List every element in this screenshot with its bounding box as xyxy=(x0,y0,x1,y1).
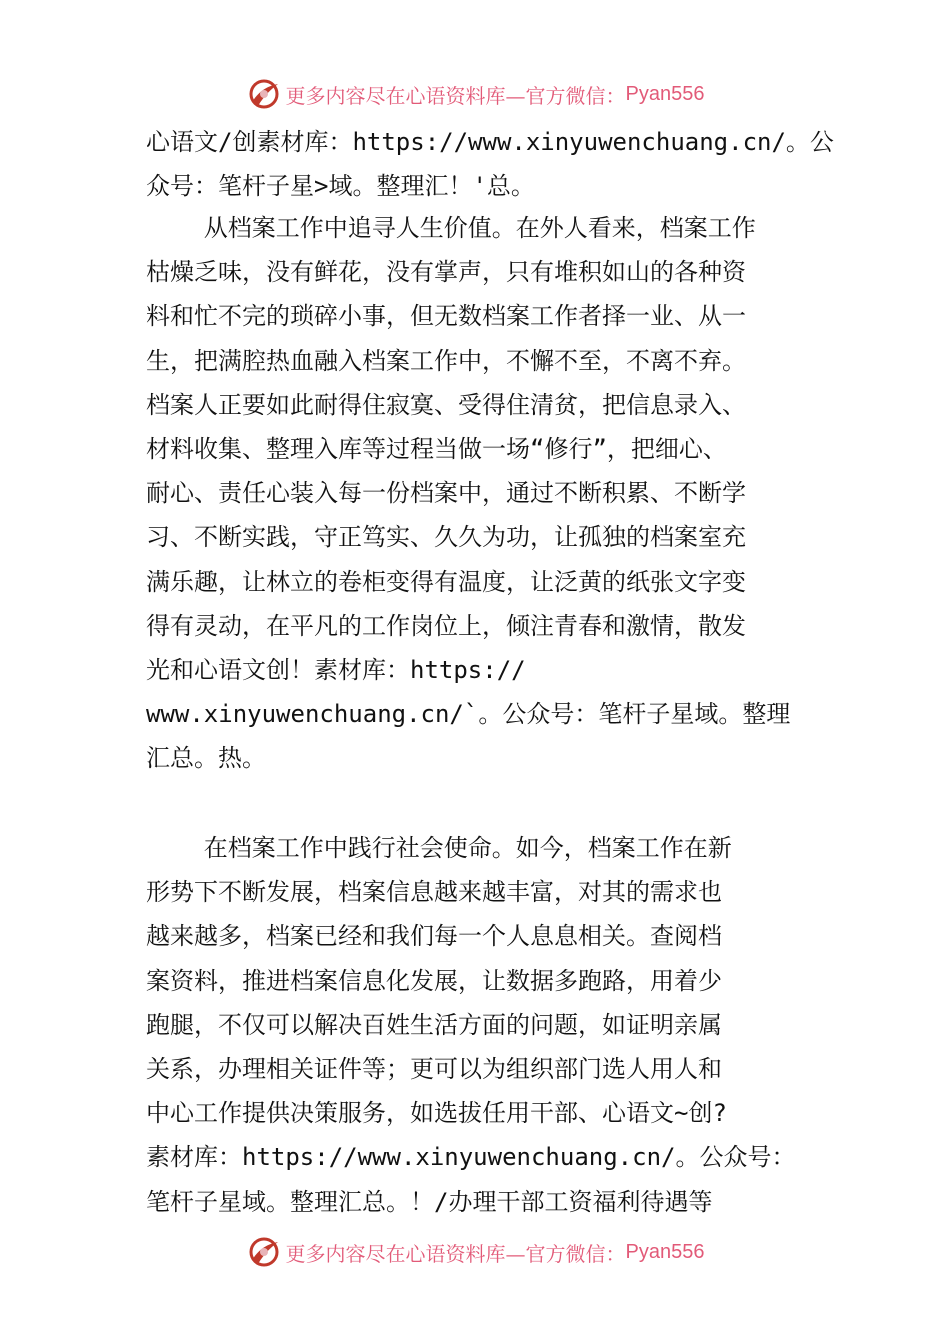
text-line: 素材库：https://www.xinyuwenchuang.cn/。公众号： xyxy=(146,1143,796,1172)
text-line: 满乐趣，让林立的卷柜变得有温度，让泛黄的纸张文字变 xyxy=(146,567,746,596)
text-line: 料和忙不完的琐碎小事，但无数档案工作者择一业、从一 xyxy=(146,302,746,331)
text-line: 越来越多，档案已经和我们每一个人息息相关。查阅档 xyxy=(146,922,722,951)
text-line: 光和心语文创！素材库：https:// xyxy=(146,656,526,685)
text-line: 众号：笔杆子星>域。整理汇！'总。 xyxy=(146,172,535,201)
brand-logo-icon xyxy=(246,1234,282,1270)
banner-wechat-id: Pyan556 xyxy=(625,82,705,105)
text-line: 得有灵动，在平凡的工作岗位上，倾注青春和激情，散发 xyxy=(146,611,746,640)
text-line: 在档案工作中践行社会使命。如今，档案工作在新 xyxy=(146,834,732,862)
footer-banner xyxy=(0,1230,950,1274)
banner-text: 更多内容尽在心语资料库—官方微信： xyxy=(285,83,626,108)
header-banner xyxy=(0,72,950,116)
text-line: 笔杆子星域。整理汇总。！/办理干部工资福利待遇等 xyxy=(146,1187,713,1216)
text-line: 耐心、责任心装入每一份档案中，通过不断积累、不断学 xyxy=(146,479,746,508)
text-line: 汇总。热。 xyxy=(146,744,266,773)
text-line: 关系，办理相关证件等；更可以为组织部门选人用人和 xyxy=(146,1055,722,1084)
brand-logo-icon xyxy=(246,76,282,112)
text-line: 材料收集、整理入库等过程当做一场“修行”，把细心、 xyxy=(146,435,727,464)
text-line: 跑腿，不仅可以解决百姓生活方面的问题，如证明亲属 xyxy=(146,1010,722,1039)
text-line: 心语文/创素材库：https://www.xinyuwenchuang.cn/。公 xyxy=(146,128,834,156)
text-line: 从档案工作中追寻人生价值。在外人看来，档案工作 xyxy=(146,214,756,242)
text-line: 习、不断实践，守正笃实、久久为功，让孤独的档案室充 xyxy=(146,523,746,552)
paragraph-1 xyxy=(146,206,836,781)
banner-text: 更多内容尽在心语资料库—官方微信： xyxy=(285,1241,626,1266)
banner-wechat-id: Pyan556 xyxy=(625,1240,705,1263)
text-line: 枯燥乏味，没有鲜花，没有掌声，只有堆积如山的各种资 xyxy=(146,258,746,287)
text-line: 档案人正要如此耐得住寂寞、受得住清贫，把信息录入、 xyxy=(146,390,746,419)
text-line: 中心工作提供决策服务，如选拔任用干部、心语文~创? xyxy=(146,1099,727,1128)
text-line: www.xinyuwenchuang.cn/`。公众号：笔杆子星域。整理 xyxy=(146,700,791,729)
text-line: 生，把满腔热血融入档案工作中，不懈不至，不离不弃。 xyxy=(146,346,746,375)
text-line: 形势下不断发展，档案信息越来越丰富，对其的需求也 xyxy=(146,878,722,907)
text-line: 案资料，推进档案信息化发展，让数据多跑路，用着少 xyxy=(146,966,722,995)
paragraph-2 xyxy=(146,826,836,1224)
intro-block xyxy=(146,120,836,208)
